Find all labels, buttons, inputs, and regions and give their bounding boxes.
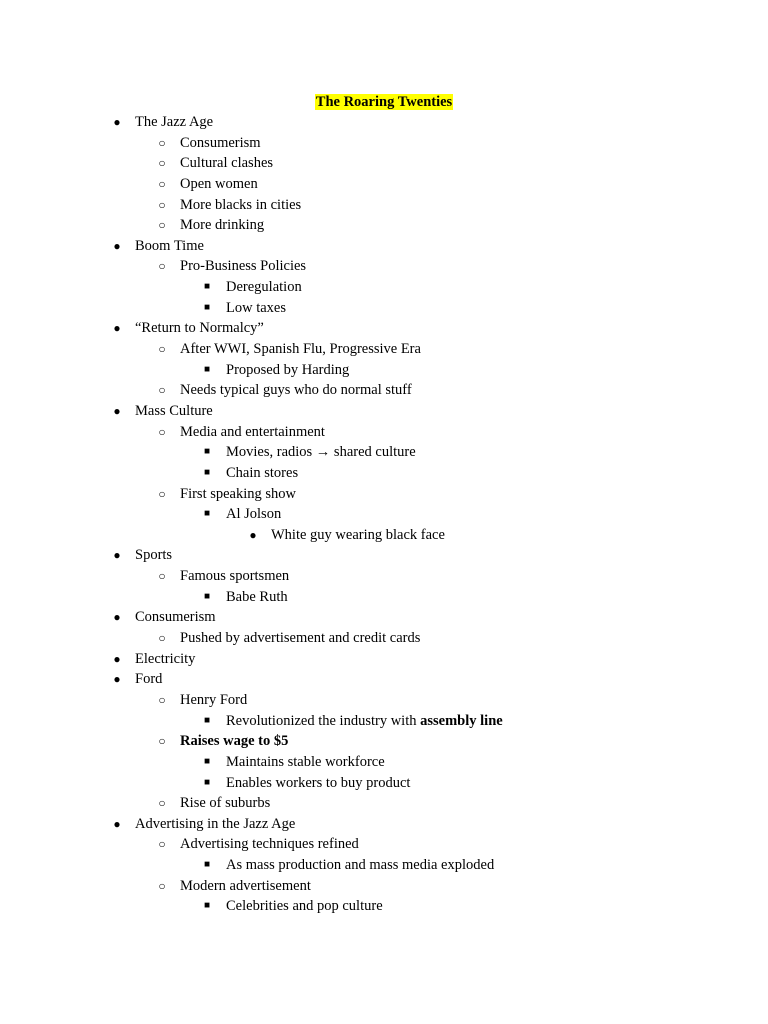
bullet-marker: ○ (158, 156, 166, 171)
outline-item-text (180, 793, 270, 814)
outline-item-level-1 (0, 793, 768, 814)
item-plain-text: Consumerism (180, 134, 261, 151)
outline-item-level-0 (0, 236, 768, 257)
outline-item-text (180, 133, 261, 154)
item-plain-text: Al Jolson (226, 506, 282, 523)
bullet-marker: ● (113, 238, 121, 253)
outline-item-level-1 (0, 380, 768, 401)
outline-item-text (135, 649, 195, 670)
item-plain-text: Revolutionized the industry with (226, 712, 421, 729)
bullet-marker: ○ (158, 259, 166, 274)
outline-item-text (226, 360, 349, 381)
outline-item-text (180, 380, 412, 401)
item-plain-text: Boom Time (135, 237, 204, 254)
item-bold-text: Raises wage to $5 (180, 733, 289, 750)
item-plain-text: Mass Culture (135, 402, 213, 419)
bullet-marker: ■ (203, 900, 211, 912)
outline-item-level-2 (0, 711, 768, 732)
outline-item-text (180, 566, 289, 587)
outline-item-text (180, 628, 420, 649)
outline-item-level-1 (0, 195, 768, 216)
bullet-marker: ○ (158, 837, 166, 852)
item-plain-text: White guy wearing black face (271, 526, 445, 543)
outline-item-text (226, 711, 503, 732)
bullet-marker: ● (113, 816, 121, 831)
outline-item-text (135, 318, 264, 339)
item-plain-text: Needs typical guys who do normal stuff (180, 382, 412, 399)
item-plain-text: Movies, radios → shared culture (226, 444, 416, 461)
outline-item-level-0 (0, 607, 768, 628)
bullet-marker: ○ (158, 569, 166, 584)
outline-item-text (226, 442, 416, 463)
bullet-marker: ■ (203, 363, 211, 375)
item-plain-text: More blacks in cities (180, 196, 302, 213)
outline-item-text (180, 215, 264, 236)
bullet-marker: ■ (203, 281, 211, 293)
outline-item-level-2 (0, 587, 768, 608)
bullet-marker: ■ (203, 714, 211, 726)
outline-item-level-0 (0, 545, 768, 566)
item-plain-text: Sports (135, 547, 173, 564)
outline-item-level-2 (0, 442, 768, 463)
outline-item-level-2 (0, 277, 768, 298)
outline-item-level-3 (0, 525, 768, 546)
item-plain-text: Consumerism (135, 609, 216, 626)
item-plain-text: The Jazz Age (135, 114, 214, 130)
outline-item-text (135, 545, 172, 566)
item-plain-text: Henry Ford (180, 691, 248, 708)
item-plain-text: After WWI, Spanish Flu, Progressive Era (180, 341, 421, 358)
bullet-marker: ● (113, 115, 121, 129)
item-plain-text: Babe Ruth (226, 588, 288, 605)
outline-item-level-1 (0, 484, 768, 505)
bullet-marker: ■ (203, 466, 211, 478)
outline-item-text (226, 896, 383, 917)
outline-item-text (226, 277, 302, 298)
outline-item-level-1 (0, 731, 768, 752)
outline-item-text (180, 690, 247, 711)
bullet-marker: ■ (203, 590, 211, 602)
outline-item-level-2 (0, 855, 768, 876)
bullet-marker: ■ (203, 859, 211, 871)
outline-item-text (226, 504, 281, 525)
outline-item-level-1 (0, 256, 768, 277)
bullet-marker: ● (113, 548, 121, 563)
item-plain-text: “Return to Normalcy” (135, 320, 264, 337)
outline-item-level-1 (0, 133, 768, 154)
outline-item-text (180, 195, 301, 216)
outline-item-text (180, 484, 296, 505)
bullet-marker: ○ (158, 135, 166, 150)
outline-item-level-1 (0, 834, 768, 855)
bullet-marker: ● (113, 403, 121, 418)
item-plain-text: Pushed by advertisement and credit cards (180, 630, 421, 647)
item-plain-text: Enables workers to buy product (226, 774, 411, 791)
outline-item-level-1 (0, 690, 768, 711)
outline-item-level-2 (0, 463, 768, 484)
bullet-marker: ○ (158, 342, 166, 357)
outline-item-level-0 (0, 669, 768, 690)
item-plain-text: Open women (180, 175, 258, 192)
bullet-marker: ○ (158, 692, 166, 707)
outline-item-text (135, 401, 213, 422)
outline-item-text (135, 236, 204, 257)
item-plain-text: More drinking (180, 217, 265, 234)
bullet-marker: ○ (158, 218, 166, 233)
bullet-marker: ○ (158, 486, 166, 501)
outline-item-level-0 (0, 814, 768, 835)
item-plain-text: Modern advertisement (180, 877, 311, 894)
outline-item-level-2 (0, 773, 768, 794)
bullet-marker: ● (113, 672, 121, 687)
outline-item-text (271, 525, 445, 546)
item-plain-text: Maintains stable workforce (226, 753, 385, 770)
outline-item-text (180, 422, 325, 443)
item-plain-text: Famous sportsmen (180, 568, 290, 585)
bullet-marker: ■ (203, 755, 211, 767)
outline-item-level-1 (0, 153, 768, 174)
item-bold-text: assembly line (420, 712, 503, 729)
outline-item-level-2 (0, 298, 768, 319)
bullet-marker: ■ (203, 776, 211, 788)
item-plain-text: Advertising techniques refined (180, 836, 359, 853)
outline-item-text (226, 587, 288, 608)
outline-item-level-1 (0, 174, 768, 195)
outline-item-level-2 (0, 896, 768, 917)
outline-item-text (226, 855, 494, 876)
item-plain-text: Advertising in the Jazz Age (135, 815, 296, 832)
outline-item-text (226, 298, 286, 319)
bullet-outline (0, 112, 768, 917)
item-plain-text: Chain stores (226, 464, 299, 481)
bullet-marker: ○ (158, 734, 166, 749)
outline-item-text (180, 256, 306, 277)
item-plain-text: Ford (135, 671, 163, 688)
item-plain-text: First speaking show (180, 485, 296, 502)
outline-item-text (180, 174, 258, 195)
bullet-marker: ○ (158, 176, 166, 191)
bullet-marker: ○ (158, 424, 166, 439)
outline-item-text (180, 876, 311, 897)
item-plain-text: Proposed by Harding (226, 361, 350, 378)
outline-item-text (135, 607, 216, 628)
document-title (0, 92, 768, 112)
outline-item-text (180, 834, 359, 855)
bullet-marker: ● (249, 527, 257, 542)
bullet-marker: ■ (203, 446, 211, 458)
bullet-marker: ○ (158, 197, 166, 212)
bullet-marker: ○ (158, 631, 166, 646)
outline-item-level-2 (0, 360, 768, 381)
bullet-marker: ○ (158, 383, 166, 398)
outline-item-text (180, 339, 421, 360)
item-plain-text: As mass production and mass media exploded (226, 857, 495, 874)
bullet-marker: ○ (158, 796, 166, 811)
outline-item-text (226, 773, 410, 794)
outline-item-text (135, 669, 162, 690)
outline-item-level-2 (0, 752, 768, 773)
outline-item-text (226, 463, 298, 484)
bullet-marker: ● (113, 651, 121, 666)
item-plain-text: Media and entertainment (180, 423, 325, 440)
outline-item-text (180, 153, 273, 174)
item-plain-text: Cultural clashes (180, 155, 274, 172)
outline-item-level-1 (0, 422, 768, 443)
outline-item-level-1 (0, 876, 768, 897)
outline-item-text (135, 112, 213, 133)
outline-item-level-0 (0, 318, 768, 339)
bullet-marker: ■ (203, 301, 211, 313)
title-highlight: The Roaring Twenties (315, 94, 453, 110)
outline-item-level-0 (0, 401, 768, 422)
outline-item-level-0 (0, 649, 768, 670)
item-plain-text: Electricity (135, 650, 196, 667)
bullet-marker: ● (113, 610, 121, 625)
outline-item-level-1 (0, 628, 768, 649)
bullet-marker: ● (113, 321, 121, 336)
outline-item-text (226, 752, 385, 773)
outline-item-level-1 (0, 215, 768, 236)
outline-item-level-1 (0, 339, 768, 360)
item-plain-text: Celebrities and pop culture (226, 898, 383, 915)
item-plain-text: Rise of suburbs (180, 795, 271, 812)
item-plain-text: Deregulation (226, 279, 302, 296)
outline-item-level-0 (0, 112, 768, 133)
item-plain-text: Pro-Business Policies (180, 258, 307, 275)
bullet-marker: ■ (203, 508, 211, 520)
item-plain-text: Low taxes (226, 299, 286, 316)
outline-item-text (180, 731, 288, 752)
outline-item-level-2 (0, 504, 768, 525)
bullet-marker: ○ (158, 878, 166, 893)
outline-item-level-1 (0, 566, 768, 587)
outline-item-text (135, 814, 295, 835)
